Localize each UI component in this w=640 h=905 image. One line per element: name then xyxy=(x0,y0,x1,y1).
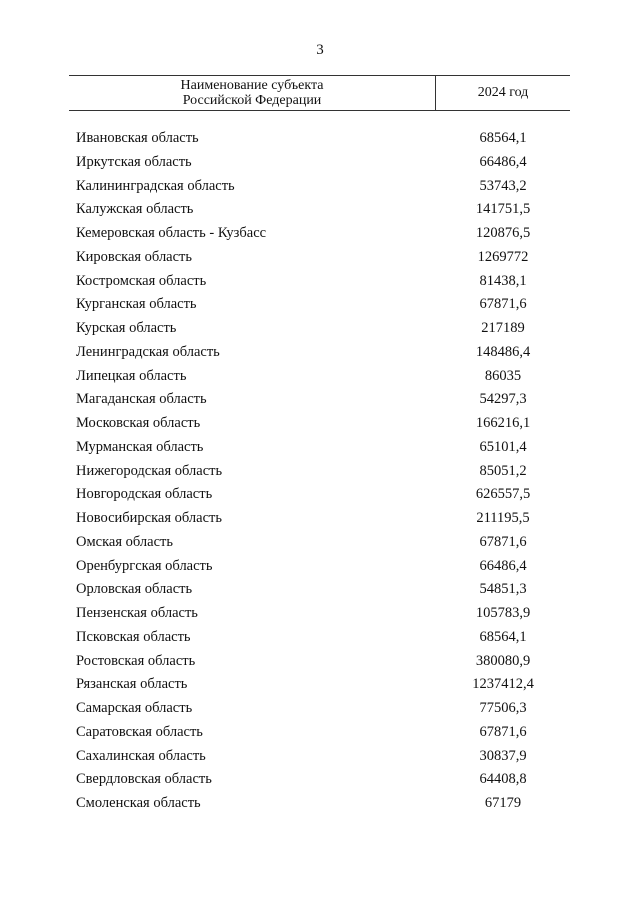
region-name: Липецкая область xyxy=(76,367,187,384)
header-year: 2024 год xyxy=(477,85,529,100)
table-body xyxy=(0,127,640,816)
table-row xyxy=(0,317,640,341)
table-row xyxy=(0,531,640,555)
table-row xyxy=(0,246,640,270)
page-number: 3 xyxy=(316,42,324,58)
region-value: 67179 xyxy=(484,795,522,811)
region-value: 67871,6 xyxy=(479,723,527,740)
region-value: 65101,4 xyxy=(479,438,527,455)
header-subject-name xyxy=(69,76,436,110)
region-value: 166216,1 xyxy=(475,415,531,431)
region-value: 105783,9 xyxy=(475,605,531,621)
region-name: Курганская область xyxy=(76,296,197,313)
region-name: Костромская область xyxy=(76,272,207,289)
region-value: 66486,4 xyxy=(479,153,527,170)
table-row xyxy=(0,650,640,674)
table-row xyxy=(0,507,640,531)
region-value: 81438,1 xyxy=(479,272,527,289)
region-value: 64408,8 xyxy=(479,771,527,788)
table-row xyxy=(0,578,640,602)
region-value: 85051,2 xyxy=(479,462,527,479)
header-subject-name-line1: Наименование субъекта xyxy=(180,78,324,93)
region-name: Оренбургская область xyxy=(76,557,213,574)
region-name: Псковская область xyxy=(76,628,191,645)
region-name: Калужская область xyxy=(76,201,194,218)
table-row xyxy=(0,460,640,484)
header-subject-name-line2: Российской Федерации xyxy=(182,93,322,108)
table-row xyxy=(0,697,640,721)
region-value: 54297,3 xyxy=(479,391,527,408)
table-row xyxy=(0,175,640,199)
region-value: 53743,2 xyxy=(479,177,527,194)
table-row xyxy=(0,293,640,317)
region-value: 66486,4 xyxy=(479,557,527,574)
table-row xyxy=(0,555,640,579)
table-row xyxy=(0,127,640,151)
region-value: 148486,4 xyxy=(475,343,531,360)
table-row xyxy=(0,388,640,412)
region-value: 68564,1 xyxy=(479,628,527,645)
region-value: 141751,5 xyxy=(475,201,531,218)
region-value: 1237412,4 xyxy=(472,676,534,693)
table-row xyxy=(0,198,640,222)
table-row xyxy=(0,768,640,792)
region-value: 1269772 xyxy=(477,248,529,265)
table-row xyxy=(0,673,640,697)
region-value: 68564,1 xyxy=(479,130,527,146)
table-row xyxy=(0,792,640,816)
region-name: Самарская область xyxy=(76,700,193,716)
region-value: 30837,9 xyxy=(479,747,527,764)
region-value: 626557,5 xyxy=(475,486,531,503)
region-value: 217189 xyxy=(481,320,525,336)
region-value: 67871,6 xyxy=(479,296,527,313)
region-name: Московская область xyxy=(76,415,201,431)
table-row xyxy=(0,365,640,389)
region-name: Мурманская область xyxy=(76,438,204,455)
region-name: Ленинградская область xyxy=(76,343,220,360)
table-row xyxy=(0,626,640,650)
region-value: 67871,6 xyxy=(479,533,527,550)
region-name: Сахалинская область xyxy=(76,747,206,764)
table-row xyxy=(0,151,640,175)
region-name: Магаданская область xyxy=(76,391,207,408)
region-name: Калининградская область xyxy=(76,177,235,194)
region-name: Ивановская область xyxy=(76,130,199,146)
region-name: Рязанская область xyxy=(76,676,188,693)
region-value: 380080,9 xyxy=(475,652,531,669)
region-name: Ростовская область xyxy=(76,652,196,669)
table-row xyxy=(0,602,640,626)
region-name: Саратовская область xyxy=(76,723,203,740)
table-header xyxy=(69,75,570,111)
region-value: 120876,5 xyxy=(475,225,531,241)
region-name: Свердловская область xyxy=(76,771,212,788)
region-name: Пензенская область xyxy=(76,605,198,621)
region-name: Кировская область xyxy=(76,248,193,265)
region-value: 77506,3 xyxy=(479,700,527,716)
region-value: 54851,3 xyxy=(479,581,527,598)
region-name: Кемеровская область - Кузбасс xyxy=(76,225,267,241)
region-name: Новосибирская область xyxy=(76,510,222,526)
region-name: Нижегородская область xyxy=(76,462,223,479)
table-row xyxy=(0,745,640,769)
table-row xyxy=(0,341,640,365)
region-name: Орловская область xyxy=(76,581,193,598)
region-name: Иркутская область xyxy=(76,153,192,170)
table-row xyxy=(0,436,640,460)
table-row xyxy=(0,483,640,507)
region-name: Курская область xyxy=(76,320,177,336)
region-value: 86035 xyxy=(484,367,522,384)
region-name: Омская область xyxy=(76,533,173,550)
table-row xyxy=(0,412,640,436)
region-name: Смоленская область xyxy=(76,795,201,811)
region-value: 211195,5 xyxy=(476,510,530,526)
table-row xyxy=(0,721,640,745)
table-row xyxy=(0,270,640,294)
table-row xyxy=(0,222,640,246)
region-name: Новгородская область xyxy=(76,486,213,503)
